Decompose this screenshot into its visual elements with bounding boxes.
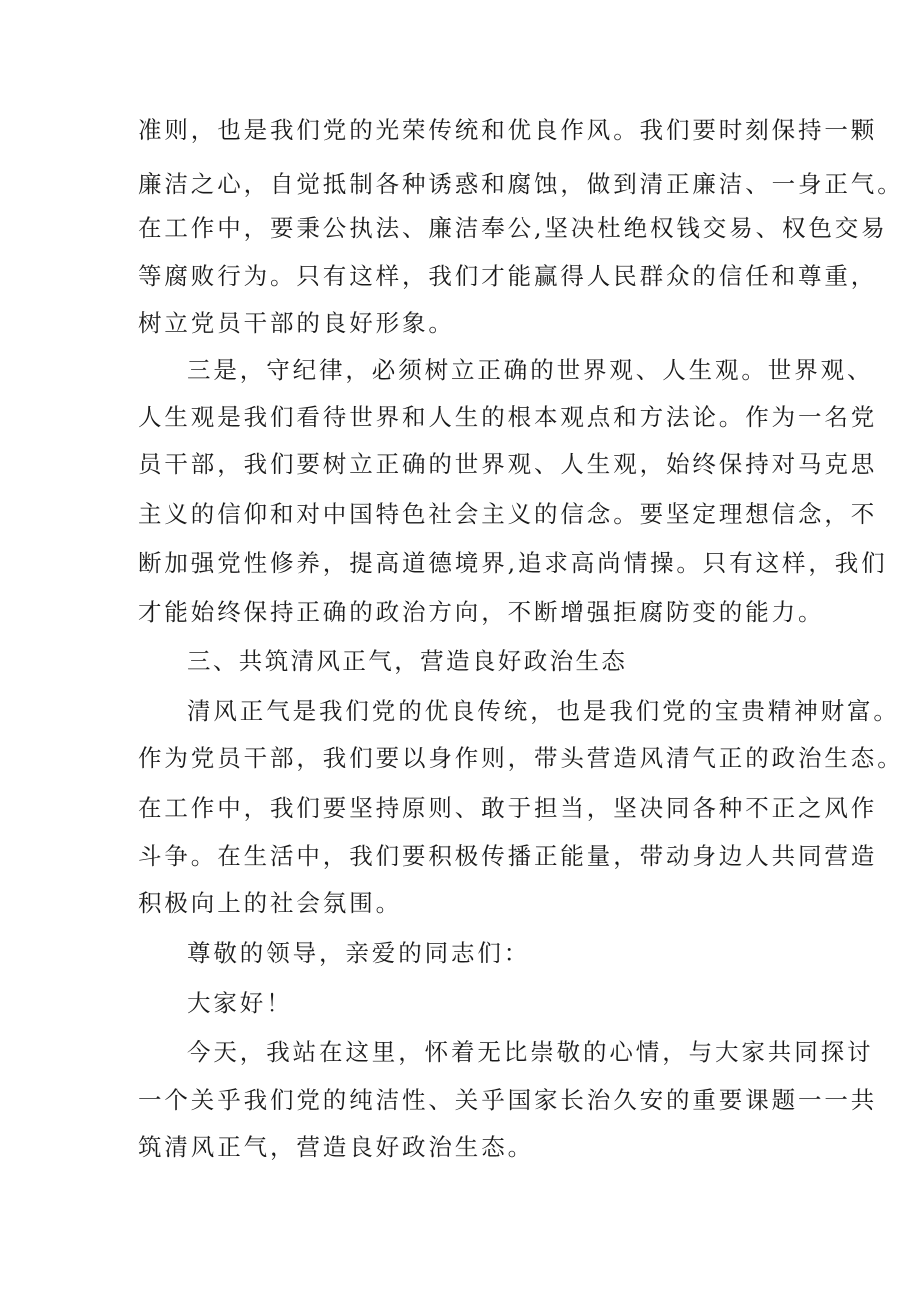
paragraph-line: 清风正气是我们党的优良传统，也是我们党的宝贵精神财富。 — [187, 697, 900, 725]
salutation-line: 尊敬的领导，亲爱的同志们： — [187, 939, 531, 967]
paragraph-line: 一个关乎我们党的纯洁性、关乎国家长治久安的重要课题一一共 — [138, 1086, 878, 1114]
paragraph-line: 积极向上的社会氛围。 — [138, 889, 402, 917]
paragraph-line: 树立党员干部的良好形象。 — [138, 309, 455, 337]
paragraph-line: 在工作中，要秉公执法、廉洁奉公,坚决杜绝权钱交易、权色交易 — [138, 214, 888, 242]
paragraph-line: 作为党员干部，我们要以身作则，带头营造风清气正的政治生态。 — [138, 744, 904, 772]
paragraph-line: 等腐败行为。只有这样，我们才能赢得人民群众的信任和尊重， — [138, 262, 878, 290]
paragraph-line: 才能始终保持正确的政治方向，不断增强拒腐防变的能力。 — [138, 598, 825, 626]
paragraph-line: 廉洁之心，自觉抵制各种诱惑和腐蚀，做到清正廉洁、一身正气。 — [138, 170, 904, 198]
greeting-line: 大家好！ — [187, 989, 293, 1017]
paragraph-line: 准则，也是我们党的光荣传统和优良作风。我们要时刻保持一颗 — [138, 116, 878, 144]
paragraph-line: 筑清风正气，营造良好政治生态。 — [138, 1133, 534, 1161]
paragraph-line: 人生观是我们看待世界和人生的根本观点和方法论。作为一名党 — [138, 403, 878, 431]
section-heading: 三、共筑清风正气，营造良好政治生态 — [187, 647, 628, 675]
paragraph-line: 今天，我站在这里，怀着无比崇敬的心情，与大家共同探讨 — [187, 1038, 874, 1066]
paragraph-line: 斗争。在生活中，我们要积极传播正能量，带动身边人共同营造 — [138, 842, 878, 870]
paragraph-line: 断加强党性修养，提高道德境界,追求高尚情操。只有这样，我们 — [138, 549, 888, 577]
paragraph-line: 主义的信仰和对中国特色社会主义的信念。要坚定理想信念，不 — [138, 500, 878, 528]
paragraph-line: 员干部，我们要树立正确的世界观、人生观，始终保持对马克思 — [138, 450, 878, 478]
paragraph-line: 在工作中，我们要坚持原则、敢于担当，坚决同各种不正之风作 — [138, 794, 878, 822]
paragraph-line: 三是，守纪律，必须树立正确的世界观、人生观。世界观、 — [187, 356, 874, 384]
